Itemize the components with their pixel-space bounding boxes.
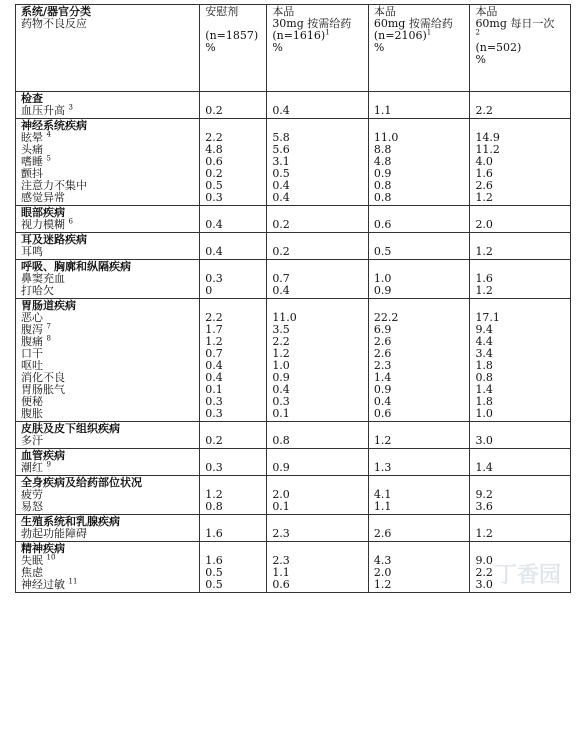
- value-cell: [368, 542, 470, 593]
- incidence-value: 4.1: [373, 488, 392, 501]
- incidence-value: 14.9: [475, 131, 500, 144]
- incidence-value: 1.2: [205, 488, 223, 501]
- incidence-value: 0.4: [205, 218, 223, 231]
- incidence-value: 0.9: [373, 284, 392, 297]
- reaction-label: 便秘: [21, 395, 43, 408]
- value-cell: [267, 422, 369, 449]
- incidence-value: 1.7: [205, 323, 223, 336]
- value-cell: [267, 449, 369, 476]
- incidence-value: 1.6: [205, 527, 223, 540]
- reaction-label: 易怒: [21, 500, 43, 513]
- reaction-label: 潮红: [21, 461, 43, 474]
- watermark-logo: 丁香园: [494, 563, 561, 588]
- category-heading: 呼吸、胸廓和纵隔疾病: [21, 260, 131, 273]
- value-cell: [200, 92, 267, 119]
- incidence-value: 1.0: [272, 359, 290, 372]
- adverse-reaction-name: [21, 132, 196, 144]
- reaction-label: 呕吐: [21, 359, 43, 372]
- incidence-value: 0.8: [272, 434, 290, 447]
- reaction-label: 失眠: [21, 554, 43, 567]
- footnote-marker: 6: [68, 217, 73, 226]
- adverse-reaction-name: [21, 192, 196, 204]
- table-section: [16, 299, 571, 422]
- incidence-value: 1.0: [475, 407, 493, 420]
- table-header-row: [16, 5, 571, 92]
- adverse-reaction-name: [21, 396, 196, 408]
- incidence-value: 0.9: [373, 167, 392, 180]
- incidence-value: 0.6: [272, 578, 290, 591]
- value-cell: [267, 206, 369, 233]
- incidence-value: 1.8: [475, 395, 493, 408]
- value-cell: [368, 260, 470, 299]
- incidence-value: 2.2: [205, 131, 223, 144]
- footnote-marker: 11: [68, 577, 78, 586]
- reaction-label: 血压升高: [21, 104, 65, 117]
- incidence-value: 2.6: [475, 179, 493, 192]
- incidence-value: 2.2: [205, 311, 223, 324]
- footnote-marker: 4: [46, 130, 51, 139]
- incidence-value: 1.4: [475, 461, 493, 474]
- incidence-value: 0.3: [205, 461, 223, 474]
- incidence-value: 11.0: [272, 311, 297, 324]
- incidence-value: 0.6: [205, 155, 223, 168]
- incidence-value: 0.3: [205, 191, 223, 204]
- incidence-value: 0.1: [272, 500, 290, 513]
- reaction-label: 颤抖: [21, 167, 43, 180]
- incidence-value: 0.1: [272, 407, 290, 420]
- incidence-value: 0.4: [205, 245, 223, 258]
- incidence-value: 1.2: [373, 578, 392, 591]
- incidence-value: 0.8: [373, 179, 392, 192]
- incidence-value: 0.3: [205, 272, 223, 285]
- incidence-value: 3.5: [272, 323, 290, 336]
- category-heading: 精神疾病: [21, 542, 65, 555]
- header-30mg-prn: [267, 5, 369, 92]
- section-name-cell: [16, 260, 200, 299]
- value-cell: [200, 233, 267, 260]
- incidence-value: 2.2: [475, 566, 493, 579]
- value-cell: [200, 476, 267, 515]
- incidence-value: 0.6: [373, 407, 392, 420]
- reaction-label: 消化不良: [21, 371, 65, 384]
- adverse-reaction-name: [21, 462, 196, 474]
- section-name-cell: [16, 206, 200, 233]
- footnote-marker: 8: [46, 334, 51, 343]
- incidence-value: 0: [205, 284, 213, 297]
- value-cell: [267, 92, 369, 119]
- value-cell: [200, 542, 267, 593]
- value-cell: [368, 449, 470, 476]
- value-cell: [368, 233, 470, 260]
- table-section: [16, 206, 571, 233]
- incidence-value: 1.3: [373, 461, 392, 474]
- incidence-value: 0.4: [272, 104, 290, 117]
- incidence-value: 0.5: [373, 245, 392, 258]
- value-cell: [368, 422, 470, 449]
- value-cell: [470, 422, 571, 449]
- footnote-marker: 7: [46, 322, 51, 331]
- incidence-value: 9.0: [475, 554, 493, 567]
- reaction-label: 腹痛: [21, 335, 43, 348]
- incidence-value: 5.6: [272, 143, 290, 156]
- incidence-value: 2.2: [272, 335, 290, 348]
- incidence-value: 1.1: [373, 500, 392, 513]
- incidence-value: 2.0: [373, 566, 392, 579]
- incidence-value: 1.0: [373, 272, 392, 285]
- table-section: [16, 476, 571, 515]
- value-cell: [267, 542, 369, 593]
- incidence-value: 1.2: [475, 284, 493, 297]
- reaction-label: 嗜睡: [21, 155, 43, 168]
- table-section: [16, 422, 571, 449]
- footnote-marker: 5: [46, 154, 51, 163]
- value-cell: [470, 92, 571, 119]
- header-col4-footnote: 1: [426, 28, 432, 37]
- adverse-reaction-name: [21, 105, 196, 117]
- incidence-value: 0.4: [272, 179, 290, 192]
- incidence-value: 1.4: [475, 383, 493, 396]
- incidence-value: 0.8: [373, 191, 392, 204]
- incidence-value: 1.2: [475, 191, 493, 204]
- incidence-value: 0.7: [205, 347, 223, 360]
- incidence-value: 1.2: [272, 347, 290, 360]
- incidence-value: 1.6: [475, 272, 493, 285]
- incidence-value: 5.8: [272, 131, 290, 144]
- incidence-value: 0.3: [205, 395, 223, 408]
- header-col5-n: (n=502): [475, 41, 522, 54]
- value-cell: [368, 206, 470, 233]
- header-col4-pct: %: [373, 41, 385, 54]
- incidence-value: 0.5: [205, 578, 223, 591]
- incidence-value: 2.2: [475, 104, 493, 117]
- table-section: [16, 515, 571, 542]
- adverse-reactions-table-container: [15, 4, 571, 593]
- adverse-reaction-name: [21, 489, 196, 501]
- adverse-reaction-name: [21, 285, 196, 297]
- incidence-value: 0.9: [272, 461, 290, 474]
- category-heading: 耳及迷路疾病: [21, 233, 87, 246]
- incidence-value: 0.7: [272, 272, 290, 285]
- incidence-value: 22.2: [373, 311, 399, 324]
- value-cell: [470, 119, 571, 206]
- incidence-value: 2.3: [272, 527, 290, 540]
- header-col3-title: 本品: [272, 5, 295, 18]
- header-60mg-prn: [368, 5, 470, 92]
- header-col1-subtitle: 药物不良反应: [21, 17, 87, 30]
- value-cell: [368, 92, 470, 119]
- value-cell: [470, 233, 571, 260]
- incidence-value: 1.6: [475, 167, 493, 180]
- value-cell: [200, 422, 267, 449]
- value-cell: [267, 119, 369, 206]
- category-heading: 血管疾病: [21, 449, 65, 462]
- reaction-label: 多汗: [21, 434, 43, 447]
- incidence-value: 0.4: [373, 395, 392, 408]
- incidence-value: 1.2: [475, 245, 493, 258]
- section-name-cell: [16, 542, 200, 593]
- section-name-cell: [16, 515, 200, 542]
- incidence-value: 1.1: [272, 566, 290, 579]
- reaction-label: 腹泻: [21, 323, 43, 336]
- category-heading: 眼部疾病: [21, 206, 65, 219]
- reaction-label: 疲劳: [21, 488, 43, 501]
- adverse-reaction-name: [21, 555, 196, 567]
- incidence-value: 3.6: [475, 500, 493, 513]
- category-heading: 神经系统疾病: [21, 119, 87, 132]
- header-col1-title: 系统/器官分类: [21, 5, 92, 18]
- reaction-label: 注意力不集中: [21, 179, 87, 192]
- incidence-value: 3.4: [475, 347, 493, 360]
- adverse-reaction-name: [21, 435, 196, 447]
- value-cell: [368, 476, 470, 515]
- incidence-value: 2.6: [373, 527, 392, 540]
- value-cell: [470, 449, 571, 476]
- header-col3-dose: 30mg 按需给药: [272, 17, 352, 30]
- incidence-value: 0.4: [205, 371, 223, 384]
- incidence-value: 0.3: [205, 407, 223, 420]
- value-cell: [470, 206, 571, 233]
- header-col4-title: 本品: [373, 5, 396, 18]
- value-cell: [368, 299, 470, 422]
- table-section: [16, 260, 571, 299]
- reaction-label: 打哈欠: [21, 284, 54, 297]
- header-col3-footnote: 1: [325, 28, 330, 37]
- incidence-value: 0.8: [205, 500, 223, 513]
- section-name-cell: [16, 476, 200, 515]
- header-col5-pct: %: [475, 53, 486, 66]
- footnote-marker: 3: [68, 103, 73, 112]
- incidence-value: 1.2: [373, 434, 392, 447]
- reaction-label: 勃起功能障碍: [21, 527, 87, 540]
- table-section: [16, 119, 571, 206]
- incidence-value: 1.8: [475, 359, 493, 372]
- value-cell: [267, 476, 369, 515]
- incidence-value: 1.1: [373, 104, 392, 117]
- reaction-label: 恶心: [21, 311, 43, 324]
- incidence-value: 11.0: [373, 131, 399, 144]
- incidence-value: 4.8: [205, 143, 223, 156]
- value-cell: [470, 515, 571, 542]
- category-heading: 检查: [21, 92, 43, 105]
- incidence-value: 0.8: [475, 371, 493, 384]
- category-heading: 生殖系统和乳腺疾病: [21, 515, 120, 528]
- incidence-value: 2.0: [475, 218, 493, 231]
- incidence-value: 0.2: [205, 167, 223, 180]
- incidence-value: 2.6: [373, 347, 392, 360]
- header-col2-n: (n=1857): [205, 29, 259, 42]
- adverse-reaction-name: [21, 348, 196, 360]
- value-cell: [267, 299, 369, 422]
- adverse-reaction-name: [21, 156, 196, 168]
- incidence-value: 0.3: [272, 395, 290, 408]
- adverse-reaction-name: [21, 408, 196, 420]
- incidence-value: 4.0: [475, 155, 493, 168]
- incidence-value: 11.2: [475, 143, 500, 156]
- incidence-value: 0.1: [205, 383, 223, 396]
- adverse-reaction-name: [21, 336, 196, 348]
- header-organ-class: [16, 5, 200, 92]
- incidence-value: 3.0: [475, 434, 493, 447]
- incidence-value: 3.1: [272, 155, 290, 168]
- incidence-value: 0.5: [205, 179, 223, 192]
- reaction-label: 焦虑: [21, 566, 43, 579]
- incidence-value: 0.4: [205, 359, 223, 372]
- value-cell: [200, 119, 267, 206]
- category-heading: 皮肤及皮下组织疾病: [21, 422, 120, 435]
- incidence-value: 3.0: [475, 578, 493, 591]
- value-cell: [267, 260, 369, 299]
- incidence-value: 9.2: [475, 488, 493, 501]
- header-col3-n: (n=1616): [272, 29, 326, 42]
- value-cell: [267, 515, 369, 542]
- table-section: [16, 233, 571, 260]
- header-col3-pct: %: [272, 41, 283, 54]
- header-col5-title: 本品: [475, 5, 498, 18]
- section-name-cell: [16, 233, 200, 260]
- adverse-reaction-name: [21, 528, 196, 540]
- incidence-value: 1.4: [373, 371, 392, 384]
- adverse-reactions-table: [15, 4, 571, 593]
- incidence-value: 0.4: [272, 191, 290, 204]
- adverse-reaction-name: [21, 246, 196, 258]
- header-col5-footnote: 2: [475, 28, 480, 37]
- value-cell: [267, 233, 369, 260]
- incidence-value: 1.2: [475, 527, 493, 540]
- incidence-value: 9.4: [475, 323, 493, 336]
- section-name-cell: [16, 92, 200, 119]
- incidence-value: 2.3: [373, 359, 392, 372]
- category-heading: 全身疾病及给药部位状况: [21, 476, 142, 489]
- header-col4-n: (n=2106): [373, 29, 427, 42]
- reaction-label: 胃肠胀气: [21, 383, 65, 396]
- adverse-reaction-name: [21, 384, 196, 396]
- incidence-value: 0.2: [205, 104, 223, 117]
- incidence-value: 0.5: [272, 167, 290, 180]
- footnote-marker: 10: [46, 553, 56, 562]
- header-col4-dose: 60mg 按需给药: [373, 17, 453, 30]
- incidence-value: 4.4: [475, 335, 493, 348]
- section-name-cell: [16, 449, 200, 476]
- reaction-label: 神经过敏: [21, 578, 65, 591]
- category-heading: 胃肠道疾病: [21, 299, 76, 312]
- value-cell: [200, 206, 267, 233]
- reaction-label: 耳鸣: [21, 245, 43, 258]
- value-cell: [200, 299, 267, 422]
- incidence-value: 0.5: [205, 566, 223, 579]
- value-cell: [368, 119, 470, 206]
- table-section: [16, 449, 571, 476]
- incidence-value: 1.2: [205, 335, 223, 348]
- incidence-value: 0.4: [272, 284, 290, 297]
- section-name-cell: [16, 299, 200, 422]
- incidence-value: 0.2: [205, 434, 223, 447]
- reaction-label: 视力模糊: [21, 218, 65, 231]
- incidence-value: 0.6: [373, 218, 392, 231]
- incidence-value: 2.0: [272, 488, 290, 501]
- section-name-cell: [16, 119, 200, 206]
- adverse-reaction-name: [21, 501, 196, 513]
- value-cell: [200, 449, 267, 476]
- value-cell: [200, 515, 267, 542]
- incidence-value: 4.3: [373, 554, 392, 567]
- incidence-value: 2.3: [272, 554, 290, 567]
- value-cell: [200, 260, 267, 299]
- incidence-value: 0.2: [272, 218, 290, 231]
- incidence-value: 1.6: [205, 554, 223, 567]
- section-name-cell: [16, 422, 200, 449]
- value-cell: [470, 260, 571, 299]
- table-section: [16, 92, 571, 119]
- incidence-value: 0.2: [272, 245, 290, 258]
- reaction-label: 眩晕: [21, 131, 43, 144]
- incidence-value: 2.6: [373, 335, 392, 348]
- adverse-reaction-name: [21, 579, 196, 591]
- incidence-value: 0.4: [272, 383, 290, 396]
- header-col2-title: 安慰剂: [205, 5, 239, 18]
- incidence-value: 8.8: [373, 143, 392, 156]
- adverse-reaction-name: [21, 219, 196, 231]
- incidence-value: 17.1: [475, 311, 500, 324]
- reaction-label: 口干: [21, 347, 43, 360]
- incidence-value: 0.9: [373, 383, 392, 396]
- value-cell: [470, 476, 571, 515]
- incidence-value: 0.9: [272, 371, 290, 384]
- reaction-label: 腹胀: [21, 407, 43, 420]
- reaction-label: 头痛: [21, 143, 43, 156]
- incidence-value: 6.9: [373, 323, 392, 336]
- header-col2-pct: %: [205, 41, 216, 54]
- footnote-marker: 9: [46, 460, 51, 469]
- value-cell: [470, 299, 571, 422]
- header-60mg-daily: [470, 5, 571, 92]
- reaction-label: 感觉异常: [21, 191, 65, 204]
- incidence-value: 4.8: [373, 155, 392, 168]
- value-cell: [368, 515, 470, 542]
- reaction-label: 鼻窦充血: [21, 272, 65, 285]
- header-col5-dose: 60mg 每日一次: [475, 17, 555, 30]
- header-placebo: [200, 5, 267, 92]
- table-section: [16, 542, 571, 593]
